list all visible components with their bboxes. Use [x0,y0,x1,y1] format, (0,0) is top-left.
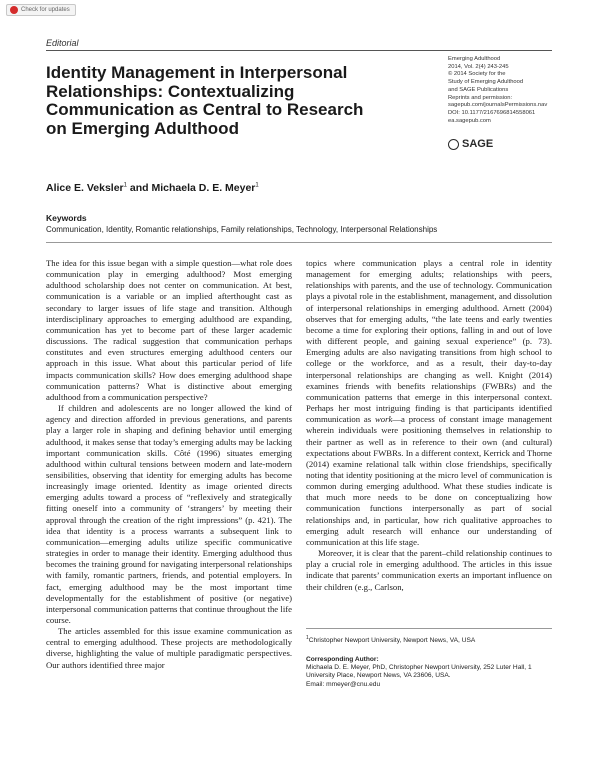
body-paragraph: If children and adolescents are no longer allowed the kind of agency and direction afforded in previous generations, and parents play a larger role in shaping and defining behavior until emerging adulthood, it makes sense that today’s emerging adults may be lacking important communication skills. Côté (1996) situates emerging adulthood within cultural tensions between modern and late-modern sensibilities, observing that identity for emerging adults has become increasingly image oriented. Identity as image oriented directs emerging adults toward a process of “reflexively and strategically fitting oneself into a community of ‘strangers’ by meeting their approval through the creation of the right impressions” (p. 421). The idea that identity is a process warrants a subsequent link to communication—emerging adults utilize specific communicative strategies in order to manage their identity. Emerging adulthood thus becomes the training ground for navigating interpersonal relationships with family, romantic partners, friends, and potential employers. In fact, emerging adulthood may be the most important time developmentally for the establishment of positive (or negative) interpersonal communication patterns that continue throughout the life course. [46,403,292,625]
journal-metadata [448,56,560,125]
check-for-updates-icon [10,6,18,14]
corresponding-author-email[interactable]: Email: mmeyer@cnu.edu [306,680,381,688]
meta-line: and SAGE Publications [448,86,509,93]
meta-line: Study of Emerging Adulthood [448,79,524,86]
author-joiner: and [129,182,149,194]
paragraph-text: —a process of constant image management wherein individuals were positioning themselves in relationship to their partner as well as in reference to their own (and cultural) expectations about FWBRs. In a different context, Kerrick and Thorne (2014) examine relational talk within close friendships, specifically noting that identity positioning at the micro level of communication is common during emerging adulthood. What these studies indicate is that much more needs to be done on conceptualizing how communication functions interpersonally as part of social relationships and, in particular, how rich qualitative approaches to emerging adult research will enhance our understanding of communication at this life stage. [306,414,552,547]
body-column-left [46,258,292,671]
meta-line: Reprints and permission: [448,94,513,101]
meta-line: DOI: 10.1177/2167696814558061 [448,109,536,116]
author-name: Michaela D. E. Meyer [151,182,256,194]
body-column-right [306,258,552,593]
footnotes [306,634,556,689]
affiliation-text: Christopher Newport University, Newport News, VA, USA [308,637,476,645]
meta-line: Emerging Adulthood [448,56,501,62]
keywords-divider [46,242,552,243]
body-paragraph: Moreover, it is clear that the parent–child relationship continues to play a crucial role in emerging adulthood. The articles in this issue indicate that parents’ communication exerts an important influence on their children (e.g., Carlson, [306,548,552,592]
sage-logo-icon [448,139,459,150]
affiliation-mark: 1 [255,182,259,189]
meta-line: ea.sagepub.com [448,117,491,124]
keywords-list: Communication, Identity, Romantic relationships, Family relationships, Technology, Interpersonal Relationships [46,225,438,234]
affiliation-mark: 1 [123,182,127,189]
author-name: Alice E. Veksler [46,182,124,194]
corresponding-author-line: Michaela D. E. Meyer, PhD, Christopher Newport University, 252 Luter Hall, 1 [306,664,532,671]
sage-logo-wordmark: SAGE [462,138,494,150]
keywords-heading: Keywords [46,213,87,223]
body-paragraph: The idea for this issue began with a simple question—what role does communication play in emerging adulthood? Most emerging adulthood scholarship does not center on communication. At best, communication is a variable or an implied afterthought cast as secondary to larger issues of life stage and transition. Although interdisciplinary approaches to emerging adulthood are expanding, communication has yet to become part of these larger academic discussions. The radical suggestion that communication perhaps constitutes and even structures emerging adulthood centers our approach in this issue. What about this particular period of life impacts communication skills? How does emerging adulthood shape communication patterns? What is distinctive about emerging adulthood from a communication perspective? [46,258,292,402]
author-line [46,182,259,194]
corresponding-author-heading: Corresponding Author: [306,655,379,663]
emphasis-text: work [374,414,393,425]
paragraph-text: topics where communication plays a central role in identity management for emerging adults; relationships with peers, relationships with parents, and the use of technology. Communication plays a pivotal role in the establishment, management, and dissolution of interpersonal relationships in emerging adulthood. Arnett (2004) observes that for emerging adults, “the late teens and early twenties become a time for exploring their options, falling in and out of love with different people, and gaining sexual experience” (p. 73). Emerging adults are also navigating transitions from high school to college or the workforce, and as a result, their day-to-day interpersonal relationships are changing as well. Knight (2014) examines friends with benefits relationships (FWBRs) and the communication patterns that emerge in this interpersonal context. Perhaps her most intriguing finding is that participants identified communication as [306,258,552,425]
article-title: Identity Management in Interpersonal Relationships: Contextualizing Communication as Central to Research on Emerging Adulthood [46,63,364,138]
section-label: Editorial [46,38,79,48]
affiliation-mark: 1 [306,635,309,641]
header-divider [46,50,552,51]
meta-line: sagepub.com/journalsPermissions.nav [448,102,548,109]
corresponding-author-line: University Place, Newport News, VA 23606, USA. [306,672,451,680]
meta-line: © 2014 Society for the [448,71,506,78]
body-paragraph [306,258,552,548]
footnote-divider [306,628,552,629]
affiliation-note [306,634,556,646]
sage-logo [448,138,493,150]
check-for-updates-badge[interactable] [6,4,76,16]
body-paragraph: The articles assembled for this issue examine communication as central to emerging adulthood. These projects are methodologically diverse, highlighting the value of multiple paradigmatic perspectives. Our authors identified three major [46,626,292,670]
check-for-updates-label: Check for updates [21,7,70,13]
meta-line: 2014, Vol. 2(4) 243-245 [448,63,509,70]
